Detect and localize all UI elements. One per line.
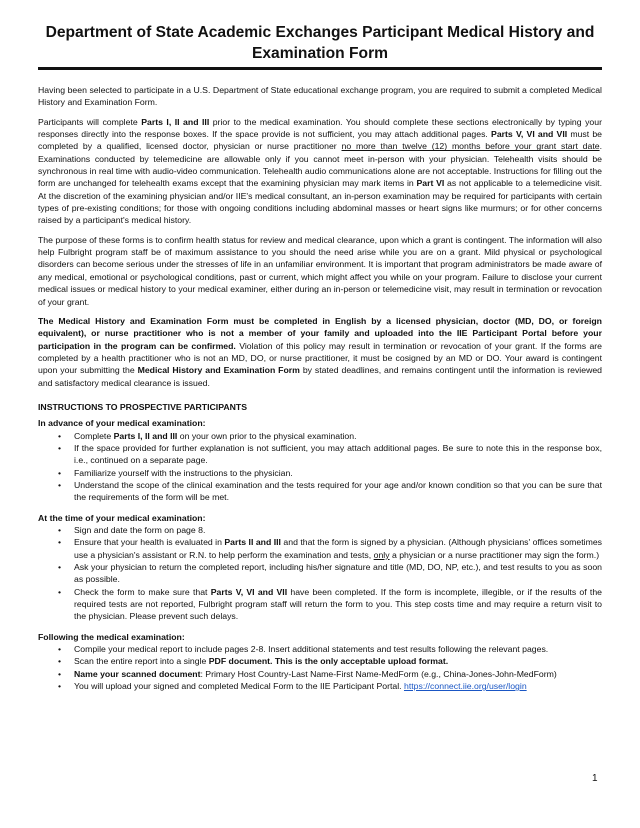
list-item [58,467,602,479]
bullet-icon: • [58,586,62,597]
following-heading: Following the medical examination: [38,631,185,642]
bold-text: The Medical History and Examination Form must be completed in English by a licensed physician, doctor (MD, DO, or foreign equivalent), or nurse practitioner who is not a member of your family and uploaded into the IIE Participant Portal before your participation in the program can be confirmed. [38,315,602,351]
text: must be completed by a qualified, licensed doctor, physician or nurse practitioner [38,129,602,152]
text: . Examinations conducted by telemedicine are allowable only if you cannot meet in-person with your physician. Telehealth visits should be synchronous in real time with audio-video communication. Telehealth audio communications alone are not acceptable. Instructions for filling out the form are unchanged for telehealth exams except that the examining physician may mark items in [38,141,603,189]
text: have been completed. If the form is incomplete, illegible, or if the results of the required tests are not reported, Fulbright program staff will return the form to you. This step costs time and may require a return visit to the physician. Please prevent such delays. [74,586,602,622]
text: Understand the scope of the clinical examination and the tests required for your age and/or known condition so that you can be sure that the requirements of the form will be met. [74,479,602,503]
bold-text: Parts I, II and III [141,116,210,127]
text: You will upload your signed and completed Medical Form to the IIE Participant Portal. [74,681,404,692]
list-item [58,536,602,561]
text: Sign and date the form on page 8. [74,525,206,535]
list-item [58,643,602,655]
text: If the space provided for further explanation is not sufficient, you may attach additional pages. Be sure to note this in the response box, i.e., continued on a separate page. [74,442,602,466]
document-body [38,84,602,692]
bold-text: Parts II and III [224,537,281,548]
bullet-icon: • [58,668,62,679]
text: : Primary Host Country-Last Name-First Name-MedForm (e.g., China-Jones-John-MedForm) [200,668,557,679]
portal-login-link[interactable]: https://connect.iie.org/user/login [403,681,527,692]
list-item [58,561,602,586]
text: on your own prior to the physical examination. [177,430,357,441]
underlined-text: no more than twelve (12) months before your grant start date [341,141,600,152]
text: Compile your medical report to include pages 2-8. Insert additional statements and test results following the relevant pages. [74,644,549,655]
instructions-heading: INSTRUCTIONS TO PROSPECTIVE PARTICIPANTS [38,401,247,412]
bold-text: PDF document. This is the only acceptable upload format. [208,656,449,667]
list-item [58,479,602,504]
list-item [58,442,602,467]
bullet-icon: • [58,430,62,441]
text: as not applicable to a telemedicine visit. At the discretion of the examining physician and/or IIE's medical consultant, an in-person examination may be required for participants with certain types of pre-existing conditions; for those with ongoing conditions including abdominal masses or heart signs like murmurs; or for other concerns raised by a participant's medical history. [38,178,603,226]
advance-list [38,430,602,504]
text: Familiarize yourself with the instructions to the physician. [74,467,293,478]
bullet-icon: • [58,644,62,655]
list-item [58,430,602,442]
requirement-paragraph [38,315,602,389]
purpose-paragraph: The purpose of these forms is to confirm health status for review and medical clearance, upon which a grant is contingent. The information will also help Fulbright program staff be of maximum assistance to you should the need arise while you are on a grant. Mild physical or psychological disorders can become serious under the stresses of life in an unfamiliar environment. It is important that program administrators be made aware of any medical, emotional or psychological conditions, past or current, which might affect you while on your program. Failure to disclose your current medical issues or medical history to your medical examiner, either during an in-person or telemedicine visit, may result in termination or revocation of your grant. [38,234,602,307]
attime-list [38,524,602,623]
bullet-icon: • [58,525,62,535]
text: Participants will complete [38,116,142,127]
text: Violation of this policy may result in termination or revocation of your grant. If the forms are completed by a health practitioner who is not an MD, DO, or nurse practitioner, it must be cosigned by an MD or DO. Your award is contingent upon your submitting the [38,340,602,376]
bold-text: Medical History and Examination Form [137,365,300,376]
text: and that the form is signed by a physician. (Although physicians' offices sometimes use a physician's assistant or R.N. to help perform the examination and tests, [74,537,602,560]
bullet-icon: • [58,681,62,692]
list-item [58,586,602,623]
bullet-icon: • [58,442,62,453]
list-item [58,668,602,680]
page-number: 1 [592,773,598,784]
text: Ask your physician to return the completed report, including his/her signature and title (MD, DO, NP, etc.), and test results to you as soon as possible. [74,562,602,585]
text: Check the form to make sure that [74,586,211,597]
list-item [58,524,602,536]
bold-text: Parts V, VI and VII [491,129,568,140]
text: by stated deadlines, and remains contingent until the information is reviewed and satisfactory medical clearance is issued. [38,365,602,388]
bold-text: Parts I, II and III [113,430,178,441]
bold-text: Parts V, VI and VII [210,586,288,597]
intro-paragraph: Having been selected to participate in a U.S. Department of State educational exchange program, you are required to submit a completed Medical History and Examination Form. [38,85,602,108]
title-divider [38,67,602,70]
bold-text: Name your scanned document [74,668,201,679]
advance-heading: In advance of your medical examination: [38,418,206,429]
underlined-text: only [373,549,390,560]
text: Complete [74,430,114,441]
bullet-icon: • [58,537,62,548]
bullet-icon: • [58,479,62,490]
list-item [58,680,602,692]
text: prior to the medical examination. You should complete these sections electronically by typing your responses directly into the response boxes. If the space provide is not sufficient, you may attach additional pages. [38,116,602,140]
attime-heading: At the time of your medical examination: [38,512,206,523]
bullet-icon: • [58,467,62,478]
parts-paragraph [38,116,602,227]
text: a physician or a nurse practitioner may sign the form.) [389,549,600,560]
bullet-icon: • [58,656,62,667]
page-title: Department of State Academic Exchanges Participant Medical History and Examination Form [45,24,595,62]
text: Scan the entire report into a single [74,656,209,667]
bold-text: Part VI [416,178,445,189]
text: Ensure that your health is evaluated in [74,537,225,548]
bullet-icon: • [58,562,62,573]
following-list [38,643,602,692]
list-item [58,655,602,667]
